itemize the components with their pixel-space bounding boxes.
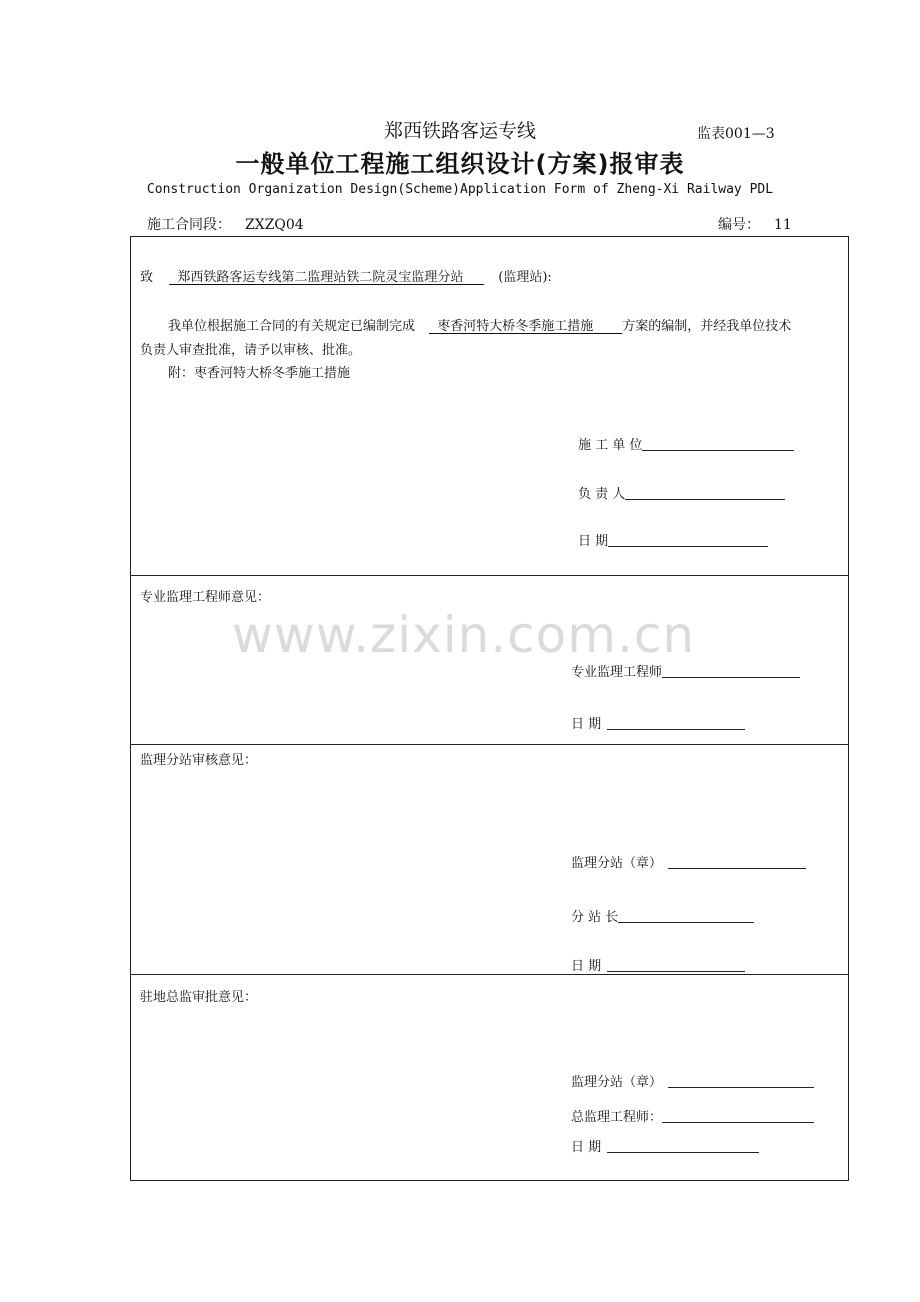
sign-date [571,713,745,732]
number-label: 编号： [718,217,760,233]
section-divider [131,744,848,745]
sign-label: 日 期 [571,959,602,974]
form-number: 监表001—3 [697,126,775,142]
sign-station-seal [571,852,806,871]
sign-label: 施 工 单 位 [578,438,643,453]
section-divider [131,575,848,576]
engineer-opinion-label: 专业监理工程师意见： [140,590,271,605]
addressee-line [140,266,552,285]
chief-approval-label: 驻地总监审批意见： [140,990,258,1005]
sign-label: 监理分站（章） [571,856,663,871]
sign-label: 总监理工程师： [571,1110,663,1125]
contract-value: ZXZQ04 [245,217,304,233]
form-table [130,236,849,1181]
signature-blank [607,958,745,972]
serial-number [718,214,792,234]
sign-date [578,530,768,549]
contract-label: 施工合同段： [147,217,231,233]
sign-responsible-person [578,483,785,502]
form-title: 一般单位工程施工组织设计(方案)报审表 [235,150,685,178]
sign-construction-unit [578,434,794,453]
sign-label: 专业监理工程师 [571,665,663,680]
sign-label: 负 责 人 [578,487,626,502]
signature-blank [668,855,806,869]
sign-station-chief [571,906,754,925]
attachment: 附：枣香河特大桥冬季施工措施 [168,366,351,381]
sign-label: 监理分站（章） [571,1075,663,1090]
sign-date [571,1136,759,1155]
section-divider [131,974,848,975]
railway-name: 郑西铁路客运专线 [383,120,536,142]
signature-blank [642,437,794,451]
english-title: Construction Organization Design(Scheme)Application Form of Zheng-Xi Railway PDL [146,182,774,197]
signature-blank [662,664,800,678]
sign-label: 日 期 [571,717,602,732]
signature-blank [625,486,785,500]
signature-blank [618,909,754,923]
contract-section [147,214,304,234]
signature-blank [662,1109,814,1123]
signature-blank [608,533,768,547]
body-suffix: 方案的编制，并经我单位技术 [622,319,792,334]
signature-blank [668,1074,814,1088]
sign-label: 日 期 [578,534,609,549]
body-line-2: 负责人审查批准，请予以审核、批准。 [140,343,362,358]
sign-station-seal [571,1071,814,1090]
sign-date [571,955,745,974]
number-value: 11 [774,217,792,233]
signature-blank [607,716,745,730]
station-review-label: 监理分站审核意见： [140,753,258,768]
body-prefix: 我单位根据施工合同的有关规定已编制完成 [168,319,416,334]
addressee: 郑西铁路客运专线第二监理站铁二院灵宝监理分站 [177,270,464,285]
body-line-1 [168,315,791,334]
to-label: 致 [140,270,154,285]
to-suffix: (监理站): [498,270,552,285]
watermark: www.zixin.com.cn [232,606,696,664]
sign-label: 分 站 长 [571,910,619,925]
sign-label: 日 期 [571,1140,602,1155]
sign-chief-engineer [571,1106,814,1125]
signature-blank [607,1139,759,1153]
scheme-name: 枣香河特大桥冬季施工措施 [437,319,594,334]
